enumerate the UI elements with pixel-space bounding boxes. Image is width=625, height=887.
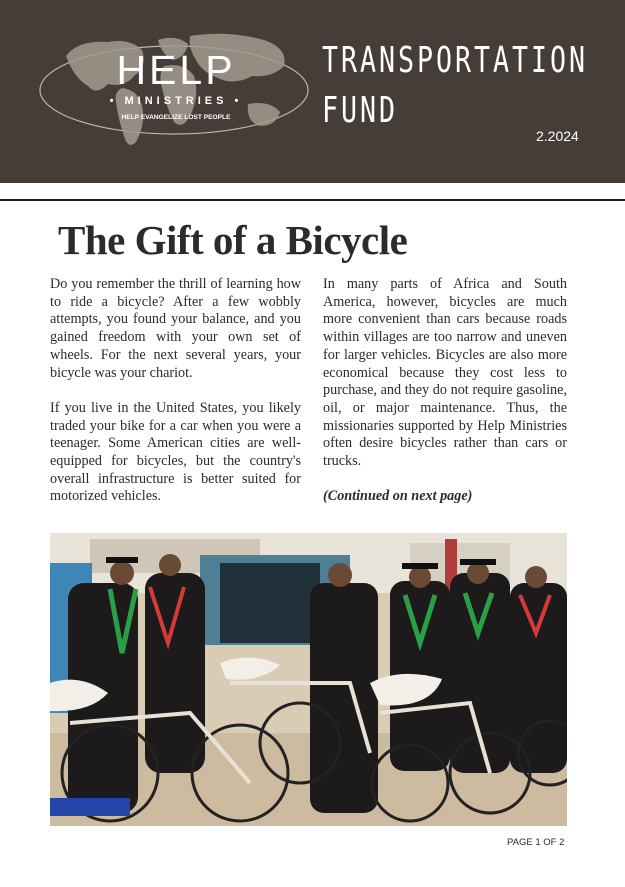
paragraph: If you live in the United States, you likely traded your bike for a car when you were a teenager. Some American cities are well-equipped for bicycles, but the country's overall infrastructure is better suited for motorized vehicles. xyxy=(50,399,301,505)
header-divider xyxy=(0,199,625,201)
title-line-2: FUND xyxy=(322,90,399,131)
help-ministries-logo xyxy=(38,26,310,156)
logo-subtitle: • MINISTRIES • xyxy=(109,95,243,107)
continued-note: (Continued on next page) xyxy=(323,488,473,505)
photo-illustration xyxy=(50,533,567,826)
header-banner xyxy=(0,0,625,183)
issue-number: 2.2024 xyxy=(536,128,579,144)
logo-name: HELP xyxy=(116,47,236,93)
paragraph: In many parts of Africa and South America, however, bicycles are much more convenient than cars because roads within villages are too narrow and uneven for larger vehicles. Bicycles are also more economical because they cost less to purchase, and they do not require gasoline, oil, or major maintenance. Thus, the missionaries supported by Help Ministries often desire bicycles rather than cars or trucks. xyxy=(323,276,567,470)
page-number: PAGE 1 OF 2 xyxy=(507,837,565,848)
article-column-left xyxy=(50,276,301,524)
article-headline: The Gift of a Bicycle xyxy=(58,217,408,263)
title-line-1: TRANSPORTATION xyxy=(322,40,588,81)
article-column-right xyxy=(323,276,567,524)
paragraph: Do you remember the thrill of learning how to ride a bicycle? After a few wobbly attempts, you found your balance, and you gained freedom with your own set of wheels. For the next several years, your bicycle was your chariot. xyxy=(50,276,301,381)
bicycle-donation-photo xyxy=(50,533,567,826)
logo-tagline: HELP EVANGELIZE LOST PEOPLE xyxy=(121,114,231,121)
